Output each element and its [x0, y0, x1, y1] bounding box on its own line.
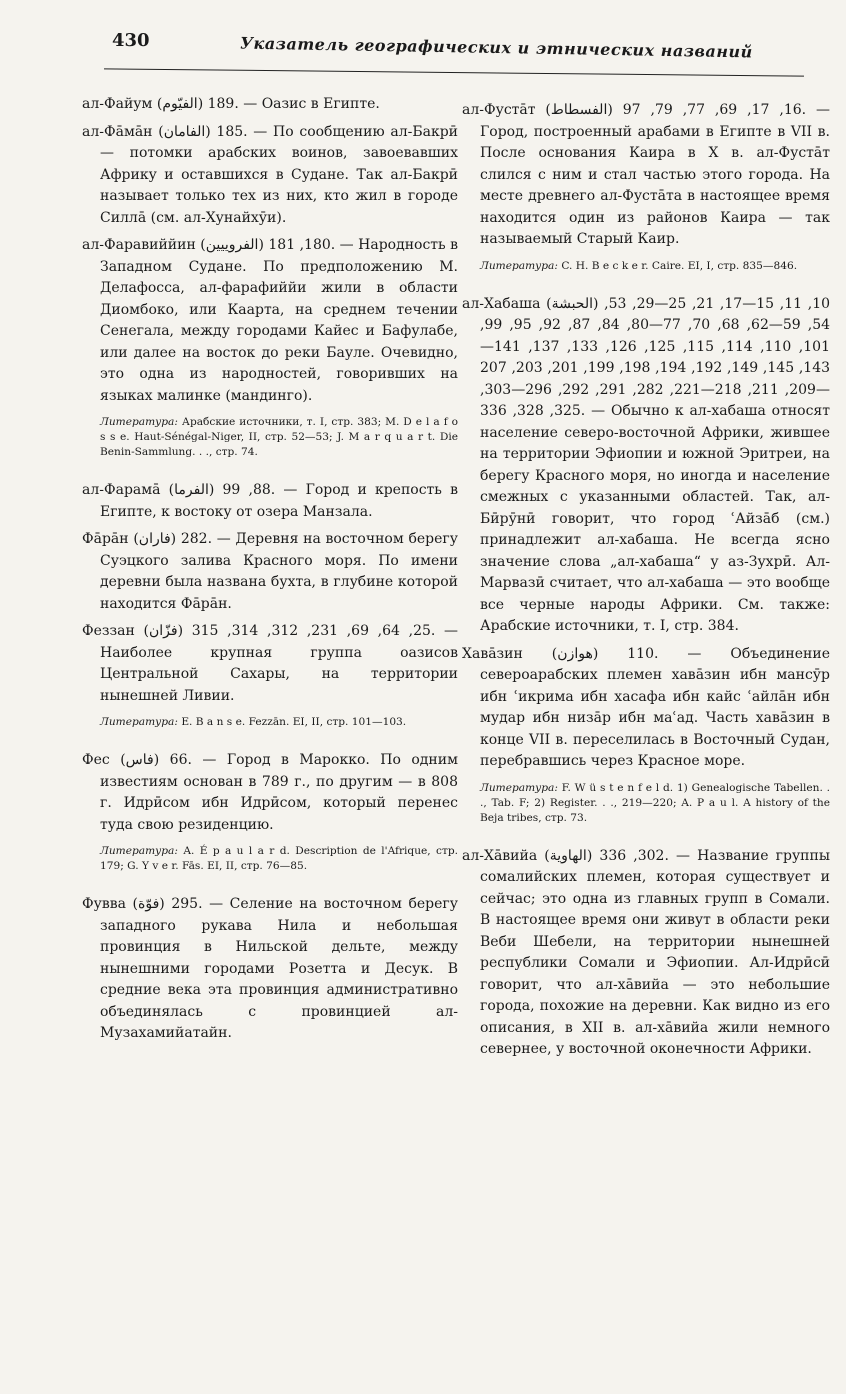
running-title: Указатель географических и этнических названий [239, 33, 753, 62]
literature-note [82, 715, 458, 730]
literature-note [82, 415, 458, 460]
index-entry: ал-Фуста̄т (الفسطاط) 16, 17, 69, 77, 79, 97. — Город, построенный арабами в Египте в VII в. После основания Каира в X в. ал-Фуста̄т слился с ним и стал частью этого города. На месте древнего ал-Фуста̄та в настоящее время находится один из районов Каира — так называемый Старый Каир. [462, 102, 831, 247]
header-rule [104, 68, 804, 76]
index-entry: ал-Фарама̄ (الفرما) 88, 99. — Город и крепость в Египте, к востоку от озера Манзала. [82, 482, 458, 520]
literature-label: Литература: [100, 416, 178, 428]
index-entry: Фес (فاس) 66. — Город в Марокко. По одним известиям основан в 789 г., по другим — в 808 г. Идрӣсом ибн Идрӣсом, который перенес туда свою резиденцию. [82, 752, 458, 833]
literature-note [462, 781, 830, 826]
literature-text: F. W ü s t e n f e l d. 1) Genealogische Tabellen. . ., Tab. F; 2) Register. . ., 219—220; A. P a u l. A history of the Beja tribes, стр. 73. [480, 781, 830, 824]
literature-note [82, 844, 458, 874]
index-entry: Фа̄ра̄н (فاران) 282. — Деревня на восточном берегу Суэцкого залива Красного моря. По имени деревни была названа бухта, в глубине которой находится Фа̄ра̄н. [82, 531, 458, 612]
left-column [82, 94, 458, 1051]
literature-text: E. B a n s e. Fezzān. EI, II, стр. 101—103. [181, 716, 407, 728]
index-entry: ал-Фа̄ма̄н (الفامان) 185. — По сообщению ал-Бакрӣ — потомки арабских воинов, завоевавших Африку и оставшихся в Судане. Так ал-Бакрӣ называет только тех из них, кто жил в городе Силла̄ (см. ал-Хунайхӯи). [82, 123, 458, 226]
literature-label: Литература: [480, 781, 558, 794]
literature-text: Арабские источники, т. I, стр. 383; M. D e l a f o s s e. Haut-Sénégal-Niger, II, стр. 52—53; J. M a r q u a r t. Die Benin-Sammlung. . ., стр. 74. [100, 416, 458, 458]
index-entry: Хава̄зин (هوازن) 110. — Объединение североарабских племен хава̄зин ибн мансӯр ибн ʿикрима ибн хасафа ибн кайс ʿайла̄н ибн мудар ибн низа̄р ибн маʿад. Часть хава̄зин в конце VII в. переселилась в Восточный Судан, перебравшись через Красное море. [462, 645, 830, 769]
literature-text: C. H. B e c k e r. Caire. EI, I, стр. 835—846. [561, 259, 798, 272]
index-entry: ал-Файум (الفيّوم) 189. — Оазис в Египте. [82, 96, 380, 112]
index-entry: ал-Ха̄вийа (الهاوية) 302, 336. — Название группы сомалийских племен, которая существует и сейчас; это одна из главных групп в Сомали. В настоящее время они живут в области реки Веби Шебели, на территории нынешней республики Сомали и Эфиопии. Ал-Идрӣсӣ говорит, что ал-ха̄вийа — это небольшие города, похожие на деревни. Как видно из его описания, в XII в. ал-ха̄вийа жили немного севернее, у восточной оконечности Африки. [462, 847, 830, 1057]
index-entry: Феззан (فزّان) 25, 64, 69, 231, 312, 314, 315. — Наиболее крупная группа оазисов Центральной Сахары, на территории нынешней Ливии. [82, 623, 459, 704]
literature-text: A. É p a u l a r d. Description de l'Afrique, стр. 179; G. Y v e r. Fās. EI, II, стр. 76—85. [100, 845, 458, 872]
right-column [462, 100, 830, 1067]
literature-label: Литература: [100, 716, 178, 728]
literature-note [462, 259, 830, 274]
literature-label: Литература: [480, 259, 558, 272]
index-entry: ал-Хабаша (الحبشة) 10, 11, 15—17, 21, 25—29, 53, 54, 59—62, 68, 70, 77—80, 84, 87, 92, 95, 99, 101, 110, 114, 115, 125, 126, 133, 137, 141—143, 145, 149, 192, 194, 198, 199, 201, 203, 207—209, 211, 218—221, 282, 291, 292, 296—303, 325, 328, 336. — Обычно к ал-хабаша относят население северо-восточной Африки, жившее на территории Эфиопии и южной Эритреи, на берегу Красного моря, но иногда и население смежных с указанными областей. Так, ал-Бӣрӯнӣ говорит, что город ʿАйза̄б (см.) принадлежит ал-хабаша. Не всегда ясно значение слова „ал-хабаша“ у аз-Зухрӣ. Ал-Марвазӣ считает, что ал-хабаша — это вообще все черные народы Африки. См. также: Арабские источники, т. I, стр. 384. [462, 295, 831, 634]
index-entry: Фувва (فوّة) 295. — Селение на восточном берегу западного рукава Нила и небольшая провинция в Нильской дельте, между нынешними городами Розетта и Десук. В средние века эта провинция административно объединялась с провинцией ал-Музахамийатайн. [82, 896, 458, 1041]
index-entry: ал-Фаравиййин (الفروييين) 180, 181. — Народность в Западном Судане. По предположению М. Делафосса, ал-фарафиййи жили в области Диомбоко, или Каарта, на среднем течении Сенегала, между городами Кайес и Бафулабе, или далее на восток до реки Бауле. Очевидно, это одна из народностей, говоривших на языках малинке (мандинго). [82, 237, 459, 404]
literature-label: Литература: [100, 845, 178, 857]
page-number: 430 [112, 30, 150, 51]
